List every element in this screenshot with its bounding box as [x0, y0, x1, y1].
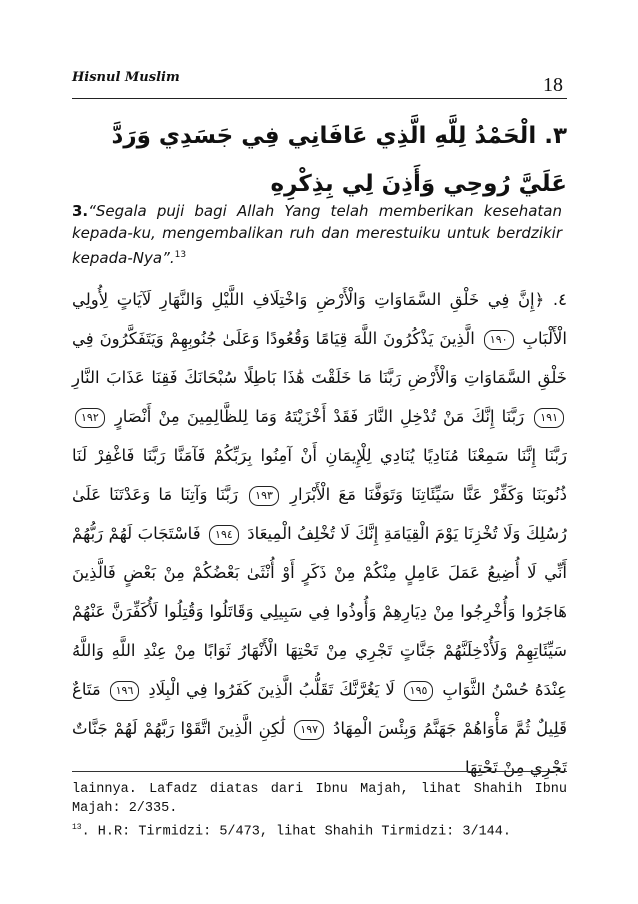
verse-number: ١٩٣	[249, 486, 279, 506]
footnote-ref: 13	[174, 250, 187, 260]
verse-text: الَّذِينَ يَذْكُرُونَ اللَّهَ قِيَامًا وَقُعُودًا وَعَلَىٰ جُنُوبِهِمْ وَيَتَفَكَّرُونَ فِي خَلْقِ السَّمَاوَاتِ وَالْأَرْضِ رَبَّنَا مَا خَلَقْتَ هَٰذَا بَاطِلًا سُبْحَانَكَ فَقِنَا عَذَابَ النَّارِ	[72, 329, 567, 387]
verse-prefix: ٤. ﴿	[534, 290, 567, 309]
translation-number: 3.	[72, 202, 89, 220]
verse-text: مَتَاعٌ قَلِيلٌ ثُمَّ مَأْوَاهُمْ جَهَنَّمُ وَبِئْسَ الْمِهَادُ	[72, 680, 568, 738]
verse-text: رَبَّنَا وَآتِنَا مَا وَعَدْتَنَا عَلَىٰ رُسُلِكَ وَلَا تُخْزِنَا يَوْمَ الْقِيَامَةِ إِنَّكَ لَا تُخْلِفُ الْمِيعَادَ	[72, 485, 567, 543]
footnote-13-text: . H.R: Tirmidzi: 5/473, lihat Shahih Tirmidzi: 3/144.	[81, 824, 511, 840]
book-title: Hisnul Muslim	[72, 70, 180, 85]
verse-number: ١٩٠	[484, 330, 514, 350]
verse-number: ١٩٥	[404, 681, 434, 701]
verse-number: ١٩٤	[209, 525, 239, 545]
page-number: 18	[543, 74, 563, 96]
doa-arabic: ٣. الْحَمْدُ لِلَّهِ الَّذِي عَافَانِي فِي جَسَدِي وَرَدَّ عَلَيَّ رُوحِي وَأَذِنَ لِي بِذِكْرِهِ	[111, 123, 567, 197]
verse-text: إِنَّ فِي خَلْقِ السَّمَاوَاتِ وَالْأَرْضِ وَاخْتِلَافِ اللَّيْلِ وَالنَّهَارِ لَآيَاتٍ لِأُولِي الْأَلْبَابِ	[72, 290, 568, 348]
verse-text: لَا يَغُرَّنَّكَ تَقَلُّبُ الَّذِينَ كَفَرُوا فِي الْبِلَادِ	[148, 680, 395, 699]
verse-text: لَٰكِنِ الَّذِينَ اتَّقَوْا رَبَّهُمْ لَهُمْ جَنَّاتٌ تَجْرِي مِنْ تَحْتِهَا	[72, 719, 567, 777]
translation-text: “Segala puji bagi Allah Yang telah memberikan kesehatan kepada-ku, mengembalikan ruh dan merestuiku untuk berdzikir kepada-Nya”.	[72, 202, 562, 267]
verse-number: ١٩٢	[75, 408, 105, 428]
verse-text: رَبَّنَا إِنَّنَا سَمِعْنَا مُنَادِيًا يُنَادِي لِلْإِيمَانِ أَنْ آمِنُوا بِرَبِّكُمْ فَآمَنَّا رَبَّنَا فَاغْفِرْ لَنَا ذُنُوبَنَا وَكَفِّرْ عَنَّا سَيِّئَاتِنَا وَتَوَفَّنَا مَعَ الْأَبْرَارِ	[72, 446, 567, 504]
page-header	[72, 62, 567, 99]
verse-text: رَبَّنَا إِنَّكَ مَنْ تُدْخِلِ النَّارَ فَقَدْ أَخْزَيْتَهُ وَمَا لِلظَّالِمِينَ مِنْ أَنْصَارٍ	[114, 407, 525, 426]
doa-translation	[72, 200, 562, 269]
verse-text: فَاسْتَجَابَ لَهُمْ رَبُّهُمْ أَنِّي لَا أُضِيعُ عَمَلَ عَامِلٍ مِنْكُمْ مِنْ ذَكَرٍ أَوْ أُنْثَىٰ بَعْضُكُمْ مِنْ بَعْضٍ فَالَّذِينَ هَاجَرُوا وَأُخْرِجُوا مِنْ دِيَارِهِمْ وَأُوذُوا فِي سَبِيلِي وَقَاتَلُوا وَقُتِلُوا لَأُكَفِّرَنَّ عَنْهُمْ سَيِّئَاتِهِمْ وَلَأُدْخِلَنَّهُمْ جَنَّاتٍ تَجْرِي مِنْ تَحْتِهَا الْأَنْهَارُ ثَوَابًا مِنْ عِنْدِ اللَّهِ وَاللَّهُ عِنْدَهُ حُسْنُ الثَّوَابِ	[72, 524, 568, 699]
footnote-separator	[72, 771, 567, 772]
footnote-13	[72, 818, 567, 842]
footnote-13-number: 13	[72, 823, 82, 832]
verse-number: ١٩٦	[110, 681, 140, 701]
verse-number: ١٩١	[534, 408, 564, 428]
verse-number: ١٩٧	[294, 720, 324, 740]
footnote-continued: lainnya. Lafadz diatas dari Ibnu Majah, lihat Shahih Ibnu Majah: 2/335.	[72, 782, 567, 816]
quran-verses	[72, 280, 567, 787]
